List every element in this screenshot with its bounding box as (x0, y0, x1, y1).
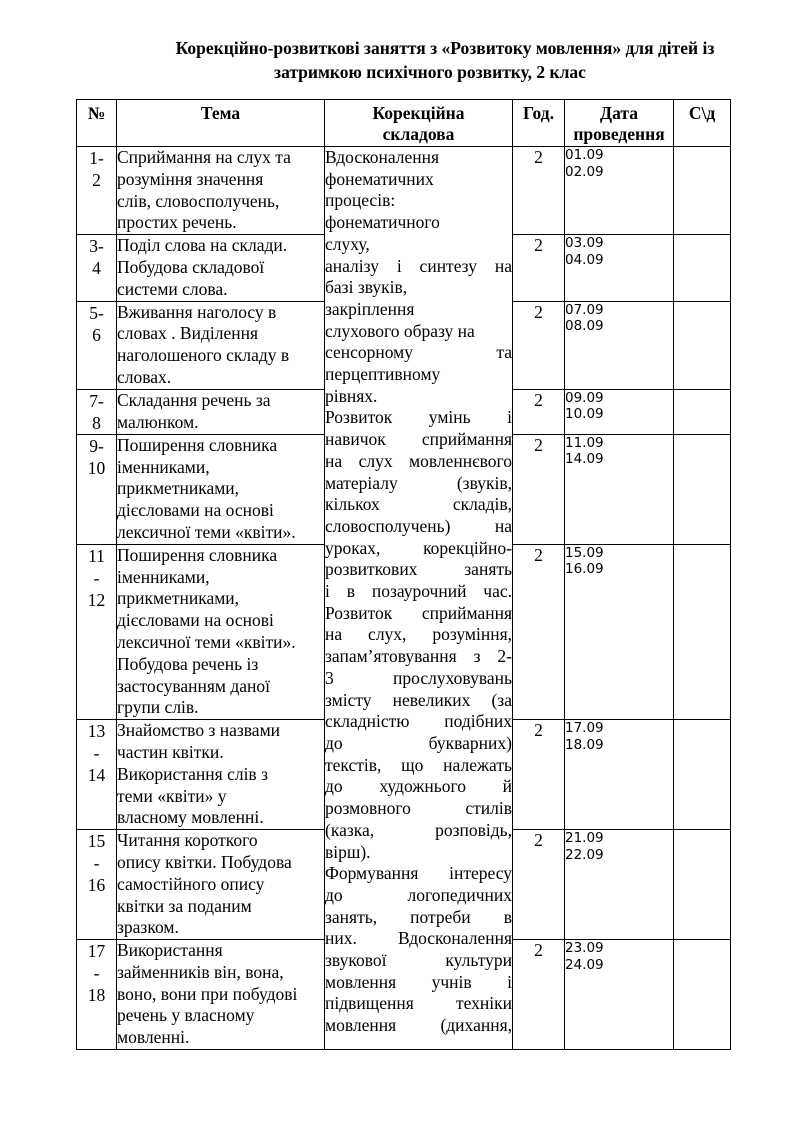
lesson-hours: 2 (513, 830, 565, 940)
lesson-number (77, 235, 117, 301)
lesson-note (674, 389, 731, 434)
correction-component (325, 147, 513, 1050)
lesson-number-part: 18 (87, 985, 106, 1006)
lesson-note (674, 544, 731, 719)
lesson-topic-line: малюнком. (117, 411, 199, 432)
lesson-date: 04.09 (565, 251, 604, 268)
header-correction-line-2: складова (382, 124, 455, 144)
document-title (100, 36, 760, 84)
correction-line: до художнього й (325, 776, 512, 797)
lesson-topic-line: Поширення словника (117, 434, 278, 455)
lesson-topic-line: розуміння значення (117, 168, 264, 189)
lesson-note (674, 434, 731, 544)
header-note: С\д (674, 100, 731, 147)
lesson-date: 14.09 (565, 451, 604, 468)
lesson-dates (565, 235, 674, 301)
lesson-topic (117, 434, 325, 544)
lesson-dates (565, 434, 674, 544)
lesson-topic (117, 830, 325, 940)
lesson-topic (117, 720, 325, 830)
title-line-1: Корекційно-розвиткові заняття з «Розвитоку мовлення» для дітей із (175, 38, 715, 58)
correction-line: на слух, розуміння, (325, 624, 512, 645)
correction-line: розвиткових занять (325, 559, 512, 580)
header-correction-line-1: Корекційна (372, 103, 465, 123)
lesson-number-part: 14 (87, 765, 106, 786)
lesson-topic-line: іменниками, (117, 456, 210, 477)
correction-line: складністю подібних (325, 711, 512, 732)
lesson-number-part: - (93, 743, 100, 764)
header-hours: Год. (513, 100, 565, 147)
lesson-topic (117, 389, 325, 434)
lesson-topic-line: іменниками, (117, 566, 210, 587)
correction-line: 3 прослуховувань (325, 667, 512, 688)
lesson-topic-line: Поширення словника (117, 544, 278, 565)
lesson-topic-line: Сприймання на слух та (117, 147, 291, 167)
correction-line: процесів: (325, 190, 396, 211)
correction-line: до букварних) (325, 732, 512, 753)
lesson-note (674, 301, 731, 389)
table-body (77, 147, 731, 1050)
lesson-hours: 2 (513, 940, 565, 1050)
lesson-note (674, 940, 731, 1050)
correction-line: Розвиток сприймання (325, 602, 512, 623)
lesson-date: 22.09 (565, 846, 604, 863)
header-correction (325, 100, 513, 147)
correction-line: них. Вдосконалення (325, 928, 512, 949)
lesson-number-part: 15 (87, 831, 106, 852)
correction-line: вірш). (325, 841, 371, 862)
title-line-2: затримкою психічного розвитку, 2 клас (274, 62, 586, 82)
lesson-number (77, 544, 117, 719)
lesson-topic-line: прикметниками, (117, 478, 240, 499)
lesson-date: 16.09 (565, 561, 604, 578)
lesson-hours: 2 (513, 434, 565, 544)
header-date-line-1: Дата (600, 103, 638, 123)
lesson-date: 01.09 (565, 147, 604, 163)
lesson-number-part: 16 (87, 875, 106, 896)
lesson-note (674, 147, 731, 235)
lesson-date: 09.09 (565, 389, 604, 406)
lesson-hours: 2 (513, 301, 565, 389)
lesson-note (674, 830, 731, 940)
correction-line: і в позаурочний час. (325, 581, 512, 602)
lesson-topic-line: Читання короткого (117, 830, 258, 851)
correction-line: мовлення учнів і (325, 971, 512, 992)
lesson-topic-line: системи слова. (117, 278, 228, 299)
lesson-topic-line: речень у власному (117, 1005, 255, 1026)
correction-line: мовлення (дихання, (325, 1015, 512, 1036)
header-number: № (77, 100, 117, 147)
lesson-topic-line: групи слів. (117, 697, 199, 718)
lesson-topic (117, 147, 325, 235)
lesson-hours: 2 (513, 544, 565, 719)
lesson-date: 17.09 (565, 720, 604, 737)
lesson-topic-line: теми «квіти» у (117, 785, 227, 806)
lesson-dates (565, 147, 674, 235)
lesson-number (77, 389, 117, 434)
lesson-date: 15.09 (565, 544, 604, 561)
lesson-topic-line: Вживання наголосу в (117, 301, 277, 322)
lesson-topic-line: власному мовленні. (117, 807, 264, 828)
lesson-number-part: 8 (92, 412, 101, 433)
lesson-topic (117, 301, 325, 389)
lesson-topic-line: Побудова складової (117, 256, 265, 277)
lesson-topic-line: частин квітки. (117, 741, 224, 762)
lesson-number (77, 940, 117, 1050)
lesson-note (674, 235, 731, 301)
correction-line: (казка, розповідь, (325, 819, 512, 840)
lesson-note (674, 720, 731, 830)
lesson-number-part: - (93, 567, 100, 588)
lesson-topic-line: словах . Виділення (117, 323, 259, 344)
lesson-topic (117, 544, 325, 719)
lesson-number-part: - (93, 853, 100, 874)
correction-line: перцептивному (325, 364, 441, 385)
lesson-dates (565, 301, 674, 389)
lesson-number-part: 6 (92, 324, 101, 345)
lesson-topic-line: слів, словосполучень, (117, 190, 280, 211)
lesson-date: 23.09 (565, 940, 604, 957)
lesson-dates (565, 389, 674, 434)
lesson-number (77, 434, 117, 544)
lesson-date: 07.09 (565, 301, 604, 318)
lesson-topic-line: самостійного опису (117, 873, 265, 894)
correction-line: запам’ятовування з 2- (325, 646, 512, 667)
lesson-number-part: 5- (89, 302, 104, 323)
lesson-number-part: 9- (89, 435, 104, 456)
correction-line: текстів, що належать (325, 754, 512, 775)
correction-line: занять, потреби в (325, 906, 512, 927)
correction-line: закріплення (325, 298, 415, 319)
lesson-date: 11.09 (565, 434, 604, 451)
lesson-hours: 2 (513, 235, 565, 301)
lesson-number (77, 720, 117, 830)
lesson-topic-line: лексичної теми «квіти». (117, 631, 296, 652)
correction-line: кількох складів, (325, 494, 512, 515)
correction-line: фонематичних (325, 168, 434, 189)
lesson-number (77, 830, 117, 940)
correction-line: аналізу і синтезу на (325, 255, 512, 276)
lesson-number-part: 11 (88, 545, 105, 566)
lesson-topic-line: воно, вони при побудові (117, 983, 298, 1004)
correction-line: Вдосконалення (325, 147, 440, 167)
lesson-plan-table (76, 99, 731, 1050)
lesson-topic-line: наголошеного складу в (117, 345, 290, 366)
lesson-number-part: 3- (89, 236, 104, 257)
lesson-topic-line: мовленні. (117, 1027, 190, 1048)
correction-line: розмовного стилів (325, 798, 512, 819)
correction-line: словосполучень) на (325, 515, 512, 536)
lesson-number-part: 10 (87, 457, 106, 478)
correction-line: до логопедичних (325, 884, 512, 905)
lesson-date: 24.09 (565, 956, 604, 973)
lesson-topic-line: опису квітки. Побудова (117, 851, 292, 872)
lesson-topic-line: простих речень. (117, 212, 237, 233)
lesson-topic-line: прикметниками, (117, 588, 240, 609)
correction-line: Розвиток умінь і (325, 407, 512, 428)
correction-line: рівнях. (325, 385, 378, 406)
lesson-date: 08.09 (565, 318, 604, 335)
lesson-dates (565, 544, 674, 719)
table-row (77, 147, 731, 235)
correction-line: змісту невеликих (за (325, 689, 512, 710)
correction-line: Формування інтересу (325, 863, 512, 884)
header-date-line-2: проведення (573, 124, 665, 144)
correction-line: звукової культури (325, 950, 512, 971)
correction-line: слуху, (325, 233, 370, 254)
lesson-topic-line: дієсловами на основі (117, 500, 274, 521)
correction-line: слухового образу на (325, 320, 475, 341)
lesson-topic-line: лексичної теми «квіти». (117, 521, 296, 542)
lesson-date: 03.09 (565, 235, 604, 252)
lesson-topic-line: Знайомство з назвами (117, 720, 281, 741)
correction-line: на слух мовленнєвого (325, 450, 512, 471)
header-topic: Тема (117, 100, 325, 147)
correction-line: уроках, корекційно- (325, 537, 512, 558)
lesson-number-part: 4 (92, 258, 101, 279)
lesson-topic-line: Використання (117, 940, 223, 961)
lesson-number-part: 12 (87, 589, 106, 610)
correction-line: підвищення техніки (325, 993, 512, 1014)
lesson-topic-line: Побудова речень із (117, 653, 259, 674)
lesson-number-part: 7- (89, 390, 104, 411)
lesson-number (77, 301, 117, 389)
lesson-dates (565, 720, 674, 830)
lesson-dates (565, 830, 674, 940)
lesson-number-part: 1- (89, 148, 104, 168)
lesson-topic-line: Поділ слова на склади. (117, 235, 288, 256)
lesson-dates (565, 940, 674, 1050)
lesson-topic (117, 940, 325, 1050)
lesson-topic-line: Використання слів з (117, 763, 268, 784)
lesson-topic-line: займенників він, вона, (117, 961, 284, 982)
lesson-topic-line: застосуванням даної (117, 675, 271, 696)
correction-line: базі звуків, (325, 277, 408, 298)
lesson-number-part: 17 (87, 941, 106, 962)
lesson-hours: 2 (513, 147, 565, 235)
correction-line: навичок сприймання (325, 429, 512, 450)
correction-line: матеріалу (звуків, (325, 472, 512, 493)
lesson-date: 02.09 (565, 163, 604, 180)
lesson-topic (117, 235, 325, 301)
lesson-date: 21.09 (565, 830, 604, 847)
lesson-topic-line: дієсловами на основі (117, 610, 274, 631)
lesson-number (77, 147, 117, 235)
lesson-number-part: 13 (87, 721, 106, 742)
lesson-topic-line: Складання речень за (117, 389, 271, 410)
lesson-date: 18.09 (565, 736, 604, 753)
lesson-number-part: 2 (92, 170, 101, 190)
lesson-topic-line: зразком. (117, 917, 179, 938)
lesson-topic-line: квітки за поданим (117, 895, 252, 916)
lesson-date: 10.09 (565, 406, 604, 423)
lesson-hours: 2 (513, 389, 565, 434)
correction-line: фонематичного (325, 212, 440, 233)
lesson-number-part: - (93, 963, 100, 984)
lesson-topic-line: словах. (117, 366, 172, 387)
header-date (565, 100, 674, 147)
lesson-hours: 2 (513, 720, 565, 830)
correction-line: сенсорному та (325, 342, 512, 363)
table-header-row (77, 100, 731, 147)
